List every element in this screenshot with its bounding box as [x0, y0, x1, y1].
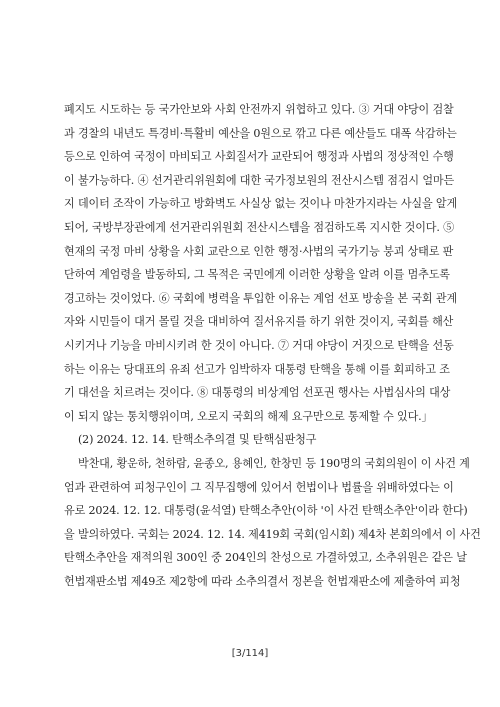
text-line: 자와 시민들이 대거 몰릴 것을 대비하여 질서유지를 하기 위한 것이지, 국회를 해산	[64, 315, 454, 329]
body-text	[64, 98, 481, 593]
text-line: 이 되지 않는 통치행위이며, 오로지 국회의 해제 요구만으로 통제할 수 있다.」	[64, 409, 433, 423]
text-line: 경고하는 것이었다. ⑥ 국회에 병력을 투입한 이유는 계엄 선포 방송을 본 국회 관계	[64, 291, 457, 305]
text-line: 박찬대, 황운하, 천하람, 윤종오, 용혜인, 한창민 등 190명의 국회의원이 이 사건 계	[78, 456, 470, 470]
text-line: 폐지도 시도하는 등 국가안보와 사회 안전까지 위협하고 있다. ③ 거대 야당이 검찰	[64, 103, 454, 116]
text-line: 현재의 국정 마비 상황을 사회 교란으로 인한 행정·사법의 국가기능 붕괴 상태로 판	[64, 244, 454, 258]
text-line: 하는 이유는 당대표의 유죄 선고가 임박하자 대통령 탄핵을 통해 이를 회피하고 조	[64, 362, 450, 376]
text-line: 등으로 인하여 국정이 마비되고 사회질서가 교란되어 행정과 사법의 정상적인 수행	[64, 150, 454, 164]
text-line: 이 불가능하다. ④ 선거관리위원회에 대한 국가정보원의 전산시스템 점검시 얼마든	[64, 173, 455, 187]
text-line: 기 대선을 치르려는 것이다. ⑧ 대통령의 비상계엄 선포권 행사는 사법심사의 대상	[64, 386, 451, 400]
text-line: 엄과 관련하여 피청구인이 그 직무집행에 있어서 헌법이나 법률을 위배하였다는 이	[64, 480, 454, 494]
text-line: 유로 2024. 12. 12. 대통령(윤석열) 탄핵소추안(이하 '이 사건 탄핵소추안'이라 한다)	[64, 504, 468, 518]
text-line: 단하여 계엄령을 발동하되, 그 목적은 국민에게 이러한 상황을 알려 이를 멈추도록	[64, 268, 450, 282]
text-line: 탄핵소추안을 재적의원 300인 중 204인의 찬성으로 가결하였고, 소추위원은 같은 날	[64, 551, 467, 565]
text-line: 시키거나 기능을 마비시키려 한 것이 아니다. ⑦ 거대 야당이 거짓으로 탄핵을 선동	[64, 338, 454, 352]
text-line: 을 발의하였다. 국회는 2024. 12. 14. 제419회 국회(임시회) 제4차 본회의에서 이 사건	[64, 527, 481, 541]
text-line: 과 경찰의 내년도 특경비·특활비 예산을 0원으로 깎고 다른 예산들도 대폭 삭감하는	[64, 126, 457, 140]
text-line: 지 데이터 조작이 가능하고 방화벽도 사실상 없는 것이나 마찬가지라는 사실을 알게	[64, 197, 458, 211]
page-number: [3/114]	[231, 648, 269, 659]
section-heading: (2) 2024. 12. 14. 탄핵소추의결 및 탄핵심판청구	[78, 433, 317, 447]
text-line: 되어, 국방부장관에게 선거관리위원회 전산시스템을 점검하도록 지시한 것이다. ⑤	[64, 220, 455, 234]
text-line: 헌법재판소법 제49조 제2항에 따라 소추의결서 정본을 헌법재판소에 제출하여 피청	[64, 574, 461, 588]
